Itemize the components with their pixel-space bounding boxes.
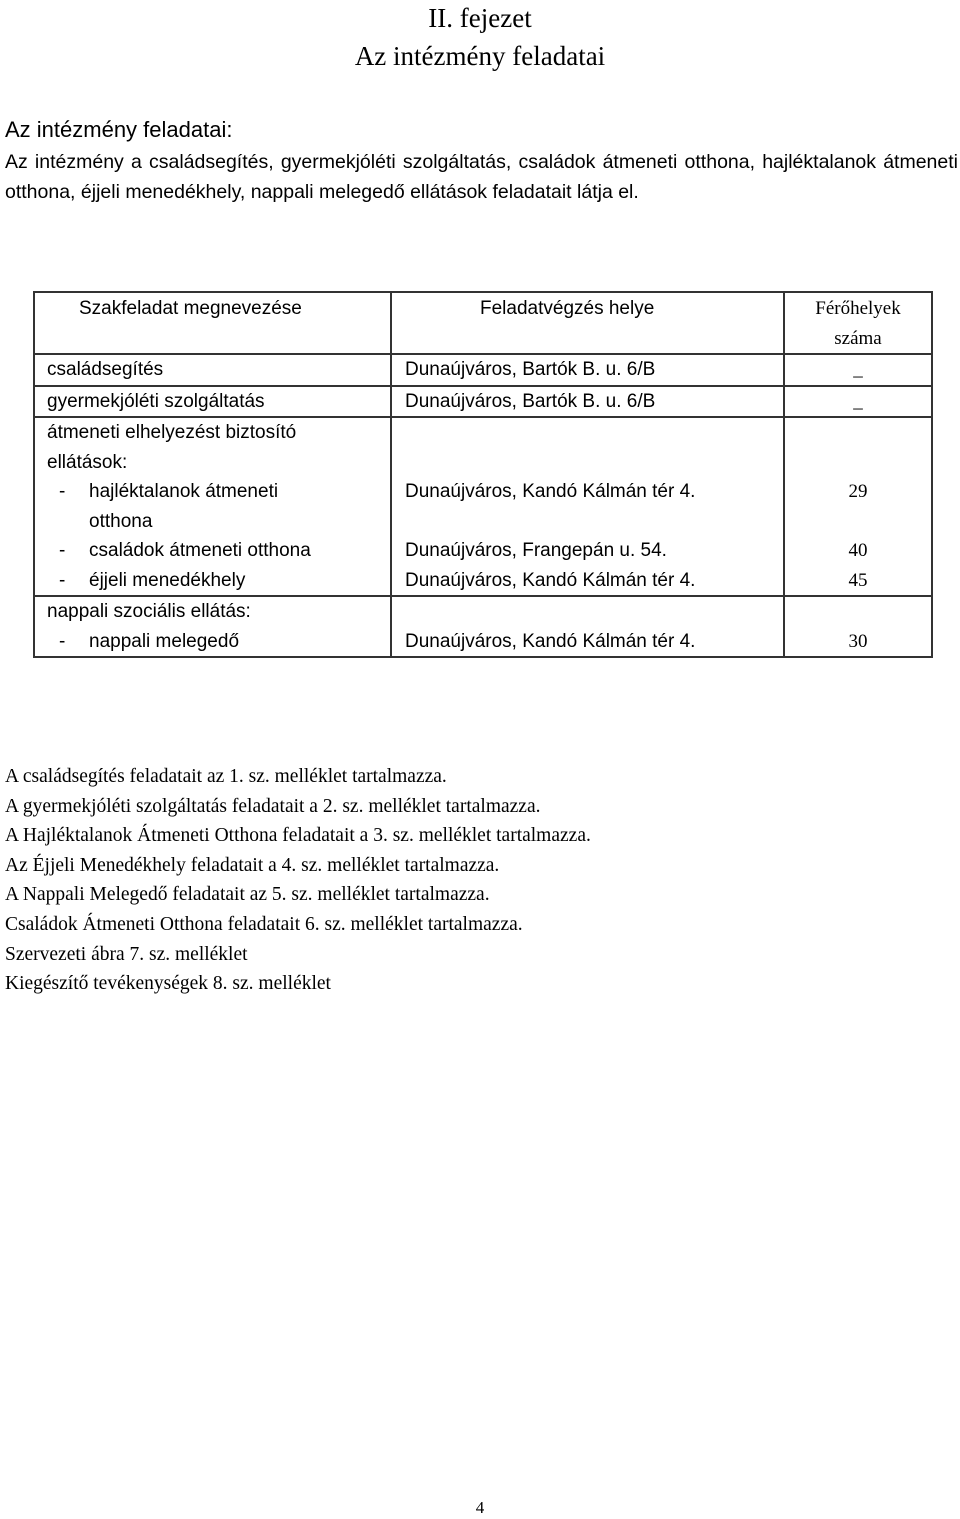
table-row xyxy=(34,417,932,596)
note-line: Az Éjjeli Menedékhely feladatait a 4. sz. melléklet tartalmazza. xyxy=(5,854,500,876)
warming-room-label: nappali melegedő xyxy=(89,630,240,652)
intro-paragraph: Az intézmény a családsegítés, gyermekjóléti szolgáltatás, családok átmeneti otthona, hajléktalanok átmeneti otthona, éjjeli menedékhely, nappali melegedő ellátások feladatait látja el. xyxy=(5,151,958,203)
row-child-welfare-name: gyermekjóléti szolgáltatás xyxy=(34,386,391,418)
note-line: A Hajléktalanok Átmeneti Otthona feladatait a 3. sz. melléklet tartalmazza. xyxy=(5,825,591,847)
page-number: 4 xyxy=(475,1498,485,1517)
list-item xyxy=(47,627,390,657)
homeless-place: Dunaújváros, Kandó Kálmán tér 4. xyxy=(405,481,696,502)
row-temporary-place xyxy=(391,417,784,596)
annex-notes xyxy=(5,762,591,999)
warming-room-capacity: 30 xyxy=(848,630,868,652)
day-care-group: nappali szociális ellátás: xyxy=(47,601,251,622)
note-line: Kiegészítő tevékenységek 8. sz. melléklet xyxy=(5,973,331,995)
list-dash: - xyxy=(59,569,66,591)
list-dash: - xyxy=(59,630,66,652)
table-row xyxy=(34,386,932,418)
homeless-line1: hajléktalanok átmeneti xyxy=(89,481,279,502)
row-day-care-capacity xyxy=(784,596,932,657)
row-family-support-capacity: _ xyxy=(784,354,932,386)
families-label: családok átmeneti otthona xyxy=(89,540,311,561)
list-item xyxy=(47,477,390,536)
header-capacity-line2: száma xyxy=(834,327,882,349)
table-row xyxy=(34,354,932,386)
header-capacity-line1: Férőhelyek xyxy=(815,298,901,319)
row-child-welfare-capacity: _ xyxy=(784,386,932,418)
row-temporary-name xyxy=(34,417,391,596)
note-line: A Nappali Melegedő feladatait az 5. sz. melléklet tartalmazza. xyxy=(5,884,490,906)
header-capacity xyxy=(784,292,932,354)
row-family-support-name: családsegítés xyxy=(34,354,391,386)
note-line: A családsegítés feladatait az 1. sz. melléklet tartalmazza. xyxy=(5,766,447,787)
list-dash: - xyxy=(59,481,66,502)
list-item xyxy=(47,536,390,566)
homeless-line2: otthona xyxy=(89,510,153,532)
row-day-care-name xyxy=(34,596,391,657)
warming-room-place: Dunaújváros, Kandó Kálmán tér 4. xyxy=(405,630,696,652)
tasks-table xyxy=(33,291,933,658)
chapter-title: Az intézmény feladatai xyxy=(354,41,606,71)
note-line: A gyermekjóléti szolgáltatás feladatait a 2. sz. melléklet tartalmazza. xyxy=(5,795,541,817)
note-line: Szervezeti ábra 7. sz. melléklet xyxy=(5,943,248,965)
row-family-support-place: Dunaújváros, Bartók B. u. 6/B xyxy=(391,354,784,386)
section-heading: Az intézmény feladatai: xyxy=(5,117,233,142)
note-line: Családok Átmeneti Otthona feladatait 6. sz. melléklet tartalmazza. xyxy=(5,913,523,935)
night-shelter-place: Dunaújváros, Kandó Kálmán tér 4. xyxy=(405,569,696,591)
row-day-care-place xyxy=(391,596,784,657)
list-item xyxy=(47,566,390,596)
row-child-welfare-place: Dunaújváros, Bartók B. u. 6/B xyxy=(391,386,784,418)
chapter-number: II. fejezet xyxy=(428,3,532,33)
homeless-capacity: 29 xyxy=(848,481,868,502)
table-header-row xyxy=(34,292,932,354)
families-place: Dunaújváros, Frangepán u. 54. xyxy=(405,540,667,561)
list-dash: - xyxy=(59,540,66,561)
table-row xyxy=(34,596,932,657)
night-shelter-label: éjjeli menedékhely xyxy=(89,569,246,591)
temporary-group-line1: átmeneti elhelyezést biztosító xyxy=(47,422,297,443)
row-temporary-capacity xyxy=(784,417,932,596)
families-capacity: 40 xyxy=(848,540,868,561)
header-name: Szakfeladat megnevezése xyxy=(34,292,391,354)
temporary-group-line2: ellátások: xyxy=(47,451,128,473)
night-shelter-capacity: 45 xyxy=(848,569,868,591)
header-place: Feladatvégzés helye xyxy=(391,292,784,354)
